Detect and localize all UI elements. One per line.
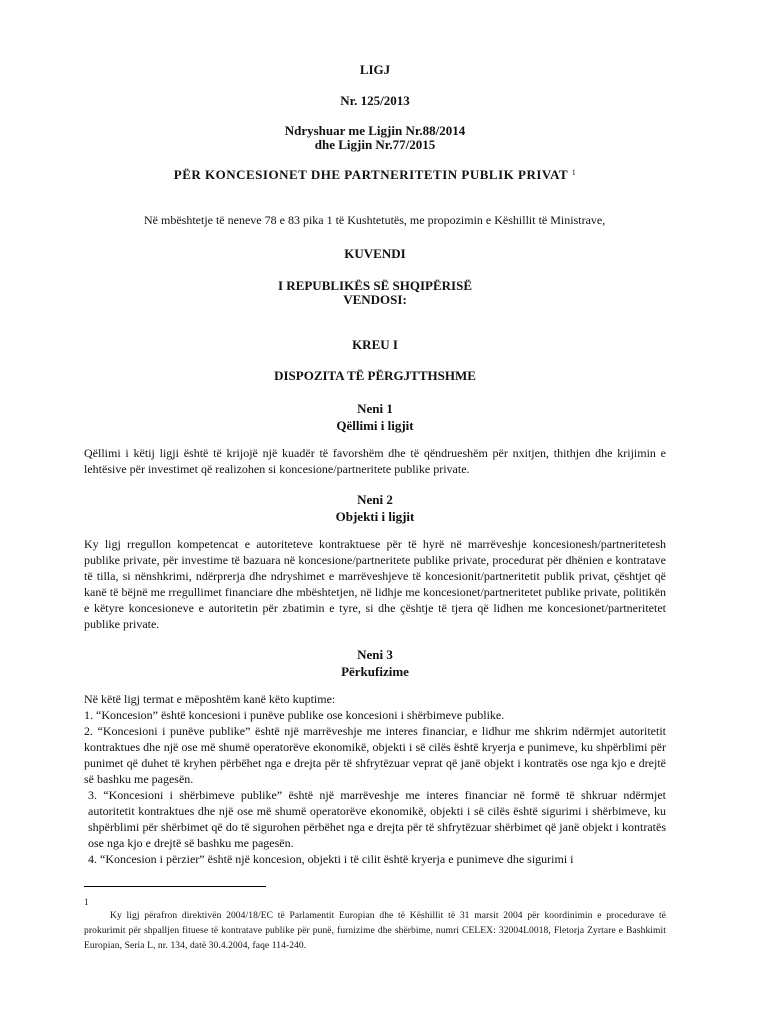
assembly-line-3: VENDOSI: [343, 292, 407, 307]
chapter-label: KREU I [352, 337, 398, 352]
article-3-intro: Në këtë ligj termat e mëposhtëm kanë këto kuptime: [84, 692, 336, 706]
amendment-line-2: dhe Ligjin Nr.77/2015 [314, 137, 436, 152]
article-1-number: Neni 1 [357, 401, 393, 416]
article-3-number: Neni 3 [357, 647, 393, 662]
law-number: Nr. 125/2013 [340, 93, 410, 108]
article-1-text: Qëllimi i këtij ligji është të krijojë një kuadër të favorshëm dhe të qëndrueshëm për nxitjen, thithjen dhe krijimin e lehtësive për investimet që realizohen si koncesione/partneritete publike private. [84, 446, 666, 476]
article-1-title: Qëllimi i ligjit [336, 418, 414, 433]
amendment-line-1: Ndryshuar me Ligjin Nr.88/2014 [284, 123, 466, 138]
preamble: Në mbështetje të neneve 78 e 83 pika 1 të Kushtetutës, me propozimin e Këshillit të Ministrave, [144, 213, 606, 227]
article-2-title: Objekti i ligjit [335, 509, 415, 524]
list-item: 1. “Koncesion” është koncesioni i punëve publike ose koncesioni i shërbimeve publike. [84, 708, 505, 722]
assembly-line-2: I REPUBLIKËS SË SHQIPËRISË [278, 278, 472, 293]
article-3-title: Përkufizime [341, 664, 409, 679]
assembly-line-1: KUVENDI [344, 246, 406, 261]
article-2-number: Neni 2 [357, 492, 393, 507]
law-subject-text: PËR KONCESIONET DHE PARTNERITETIN PUBLIK PRIVAT [173, 167, 568, 182]
footnote-divider [84, 886, 266, 887]
chapter-title: DISPOZITA TË PËRGJTTHSHME [274, 368, 476, 383]
footnote-mark: 1 [84, 897, 89, 907]
footnote-body: Ky ligj përafron direktivën 2004/18/EC të Parlamentit Europian dhe të Këshillit të 31 marsit 2004 për koordinimin e procedurave të prokurimit për shpalljen fituese të kontratave publike për punë, furnizime dhe shërbime, numri CELEX: 32004L0018, Fletorja Zyrtare e Bashkimit Europian, Seria L, nr. 134, datë 30.4.2004, faqe 114-240. [84, 910, 666, 951]
definitions-list [84, 707, 666, 867]
law-title: LIGJ [359, 62, 391, 77]
law-subject [84, 167, 666, 182]
list-item: 4. “Koncesion i përzier” është një koncesion, objekti i të cilit është kryerja e punimeve dhe sigurimi i [88, 852, 574, 866]
document-page [84, 0, 666, 867]
footnote-ref: 1 [571, 168, 577, 177]
list-item: 3. “Koncesioni i shërbimeve publike” është një marrëveshje me interes financiar në formë të shkruar ndërmjet autoritetit kontraktues dhe një ose më shumë operatorëve ekonomikë, objekti i së cilës është sigurimi i shërbimeve, ku shpërblimi për shërbimet që do të sigurohen përbëhet nga e drejta për të shfrytëzuar shërbimet që janë objekt i kontratës ose nga kjo e drejtë së bashku me pagesën. [88, 788, 666, 850]
list-item: 2. “Koncesioni i punëve publike” është një marrëveshje me interes financiar, e lidhur me shkrim ndërmjet autoritetit kontraktues dhe një ose më shumë operatorëve ekonomikë, objekti i së cilës është kryerja e punimeve, ku shpërblimi për punimet që duhet të kryhen përbëhet nga e drejta për të shfrytëzuar veprat që janë objekt i kontratës ose nga kjo e drejtë së bashku me pagesën. [84, 724, 666, 786]
article-2-text: Ky ligj rregullon kompetencat e autoriteteve kontraktuese për të hyrë në marrëveshje koncesionesh/partneritetesh publike private, për investime të bazuara në koncesione/partneritete publike private, procedurat për dhënien e kontratave të tilla, si nënshkrimi, ndërprerja dhe ndryshimet e marrëveshjeve të koncesionit/partneritetit publik privat, çështjet që kanë të bëjnë me rregullimet financiare dhe mbështetjen, në lidhje me koncesionet/partneritetet publike private, politikën e këtyre koncesioneve e autoritetin për zbatimin e tyre, si dhe çështje të tjera që lidhen me koncesionet/partneritetet publike private. [84, 537, 666, 631]
footnote-text [84, 909, 666, 954]
